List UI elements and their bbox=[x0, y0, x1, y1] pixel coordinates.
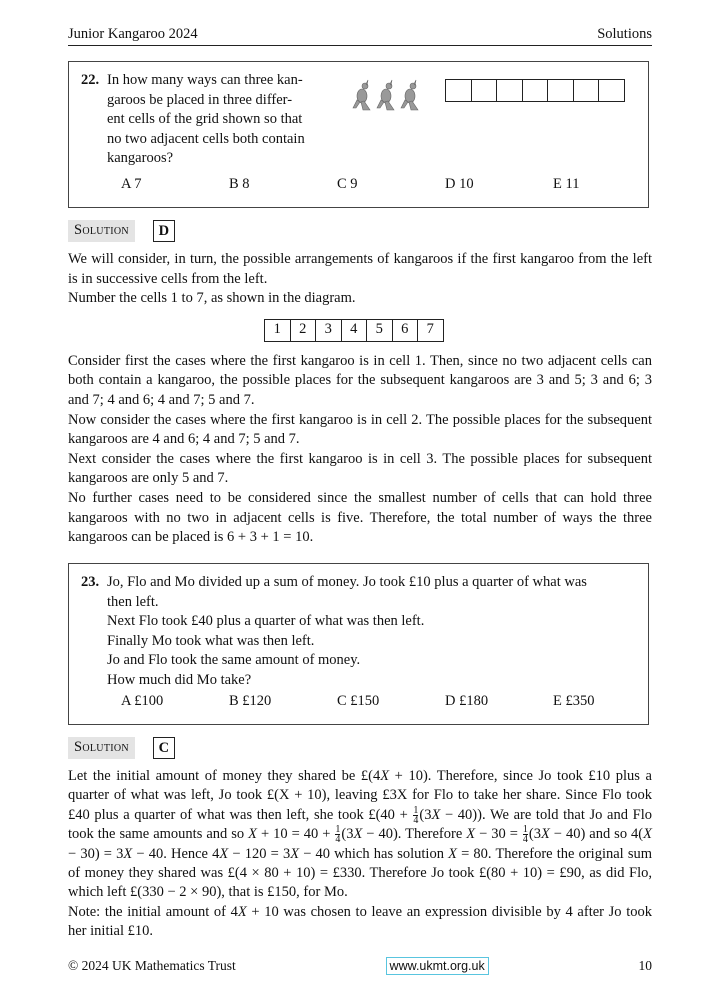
option-c: C £150 bbox=[337, 693, 380, 709]
page-number: 10 bbox=[638, 958, 652, 973]
question-23-options bbox=[121, 693, 661, 710]
solution-paragraph: No further cases need to be considered since the smallest number of cells that can hold three kangaroos with no two in adjacent cells is five. Therefore, the total number of ways the three kangaroos can be placed is 6 + 3 + 1 = 10. bbox=[68, 489, 652, 546]
question-22-box bbox=[68, 61, 649, 208]
option-d: D £180 bbox=[445, 693, 489, 709]
header-rule bbox=[68, 45, 652, 46]
grid-cell bbox=[471, 79, 498, 102]
grid-cell bbox=[522, 79, 549, 102]
option-b: B 8 bbox=[229, 176, 250, 192]
grid-cell: 4 bbox=[341, 319, 368, 342]
option-e: E 11 bbox=[553, 176, 580, 192]
question-22-text bbox=[107, 71, 337, 169]
solution-22-header bbox=[68, 220, 175, 242]
kangaroo-icons bbox=[351, 78, 427, 112]
q22-line: no two adjacent cells both contain bbox=[107, 130, 305, 147]
solution-note: Note: the initial amount of 4X + 10 was chosen to leave an expression divisible by 4 after Jo took her initial £10. bbox=[68, 903, 652, 940]
kangaroo-icon bbox=[353, 80, 370, 110]
grid-cell: 3 bbox=[315, 319, 342, 342]
q23-line: then left. bbox=[107, 593, 159, 610]
option-c: C 9 bbox=[337, 176, 358, 192]
solution-paragraph: We will consider, in turn, the possible arrangements of kangaroos if the first kangaroo from the left is in successive cells from the left. bbox=[68, 251, 652, 287]
grid-cell bbox=[547, 79, 574, 102]
solution-22-body bbox=[68, 250, 652, 548]
grid-cell: 5 bbox=[366, 319, 393, 342]
answer-box: C bbox=[153, 737, 175, 759]
website-link[interactable]: www.ukmt.org.uk bbox=[386, 957, 489, 975]
solution-paragraph: Let the initial amount of money they shared be £(4X + 10). Therefore, since Jo took £10 plus a quarter of what was left, Jo took £(X + 10), leaving £3X for Flo to take her share. Since Flo took £40 plus a quarter of what was then left, she took £(40 + $\frac{1}{4}$ (3X − 40)). We are told that Jo and Flo took the same amounts and so X + 10 = 40 + $\frac{1}{4}$ (3X − 40). Therefore X − 30 = $\frac{1}{4}$ (3X − 40) and so 4(X − 30) = 3X − 40. Hence 4X − 120 = 3X − 40 which has solution X = 80. Therefore the original sum of money they shared was £(4 × 80 + 10) = £330. Therefore Jo took £(80 + 10) = £90, as did Flo, which left £(330 − 2 × 90), that is £150, for Mo. bbox=[68, 768, 653, 901]
grid-cell: 2 bbox=[290, 319, 317, 342]
solution-label: Solution bbox=[68, 220, 135, 242]
q23-line: Jo, Flo and Mo divided up a sum of money. Jo took £10 plus a quarter of what was bbox=[107, 574, 587, 590]
q22-line: kangaroos? bbox=[107, 150, 174, 166]
grid-cell bbox=[496, 79, 523, 102]
solution-23-header bbox=[68, 737, 175, 759]
kangaroo-icon bbox=[401, 80, 418, 110]
option-a: A £100 bbox=[121, 693, 164, 709]
question-22-options bbox=[121, 176, 661, 193]
grid-cell bbox=[445, 79, 472, 102]
numbered-grid bbox=[265, 319, 652, 342]
grid-cell bbox=[598, 79, 625, 102]
q22-line: garoos be placed in three differ- bbox=[107, 91, 293, 108]
solution-paragraph: Number the cells 1 to 7, as shown in the diagram. bbox=[68, 290, 356, 307]
running-header bbox=[68, 26, 652, 43]
q23-line: Finally Mo took what was then left. bbox=[107, 632, 315, 649]
solution-paragraph: Now consider the cases where the first kangaroo is in cell 2. The possible places for the subsequent kangaroos are 4 and 6; 4 and 7; 5 and 7. bbox=[68, 411, 652, 448]
header-section: Solutions bbox=[597, 26, 652, 42]
option-b: B £120 bbox=[229, 693, 272, 709]
q23-line: Next Flo took £40 plus a quarter of what was then left. bbox=[107, 613, 425, 629]
option-d: D 10 bbox=[445, 176, 474, 192]
solution-label: Solution bbox=[68, 737, 135, 759]
q23-line: Jo and Flo took the same amount of money. bbox=[107, 652, 361, 668]
question-22-grid bbox=[446, 79, 625, 102]
option-e: E £350 bbox=[553, 693, 595, 709]
answer-box: D bbox=[153, 220, 175, 242]
solution-paragraph: Consider first the cases where the first kangaroo is in cell 1. Then, since no two adjacent cells can both contain a kangaroo, the possible places for the subsequent kangaroos are 3 and 5; 3 and 6; 3 and 7; 4 and 6; 4 and 7; 5 and 7. bbox=[68, 352, 652, 408]
solution-23-body bbox=[68, 767, 652, 942]
question-number: 22. bbox=[81, 72, 100, 88]
fraction-quarter: $\frac{1}{4}$ bbox=[413, 804, 419, 826]
copyright: © 2024 UK Mathematics Trust bbox=[68, 958, 236, 973]
grid-cell: 1 bbox=[264, 319, 291, 342]
q22-line: In how many ways can three kan- bbox=[107, 72, 303, 88]
grid-cell: 6 bbox=[392, 319, 419, 342]
question-23-text bbox=[107, 573, 647, 690]
question-23-box bbox=[68, 563, 649, 725]
q22-line: ent cells of the grid shown so that bbox=[107, 111, 303, 127]
page-footer bbox=[68, 957, 652, 975]
kangaroo-icon bbox=[377, 80, 394, 110]
fraction-quarter: $\frac{1}{4}$ bbox=[522, 824, 528, 846]
option-a: A 7 bbox=[121, 176, 142, 192]
header-title: Junior Kangaroo 2024 bbox=[68, 26, 198, 42]
solution-paragraph: Next consider the cases where the first kangaroo is in cell 3. The possible places for subsequent kangaroos are only 5 and 7. bbox=[68, 450, 652, 487]
grid-cell: 7 bbox=[417, 319, 444, 342]
q23-line: How much did Mo take? bbox=[107, 671, 252, 688]
question-number: 23. bbox=[81, 574, 100, 590]
grid-cell bbox=[573, 79, 600, 102]
fraction-quarter: $\frac{1}{4}$ bbox=[335, 824, 341, 846]
